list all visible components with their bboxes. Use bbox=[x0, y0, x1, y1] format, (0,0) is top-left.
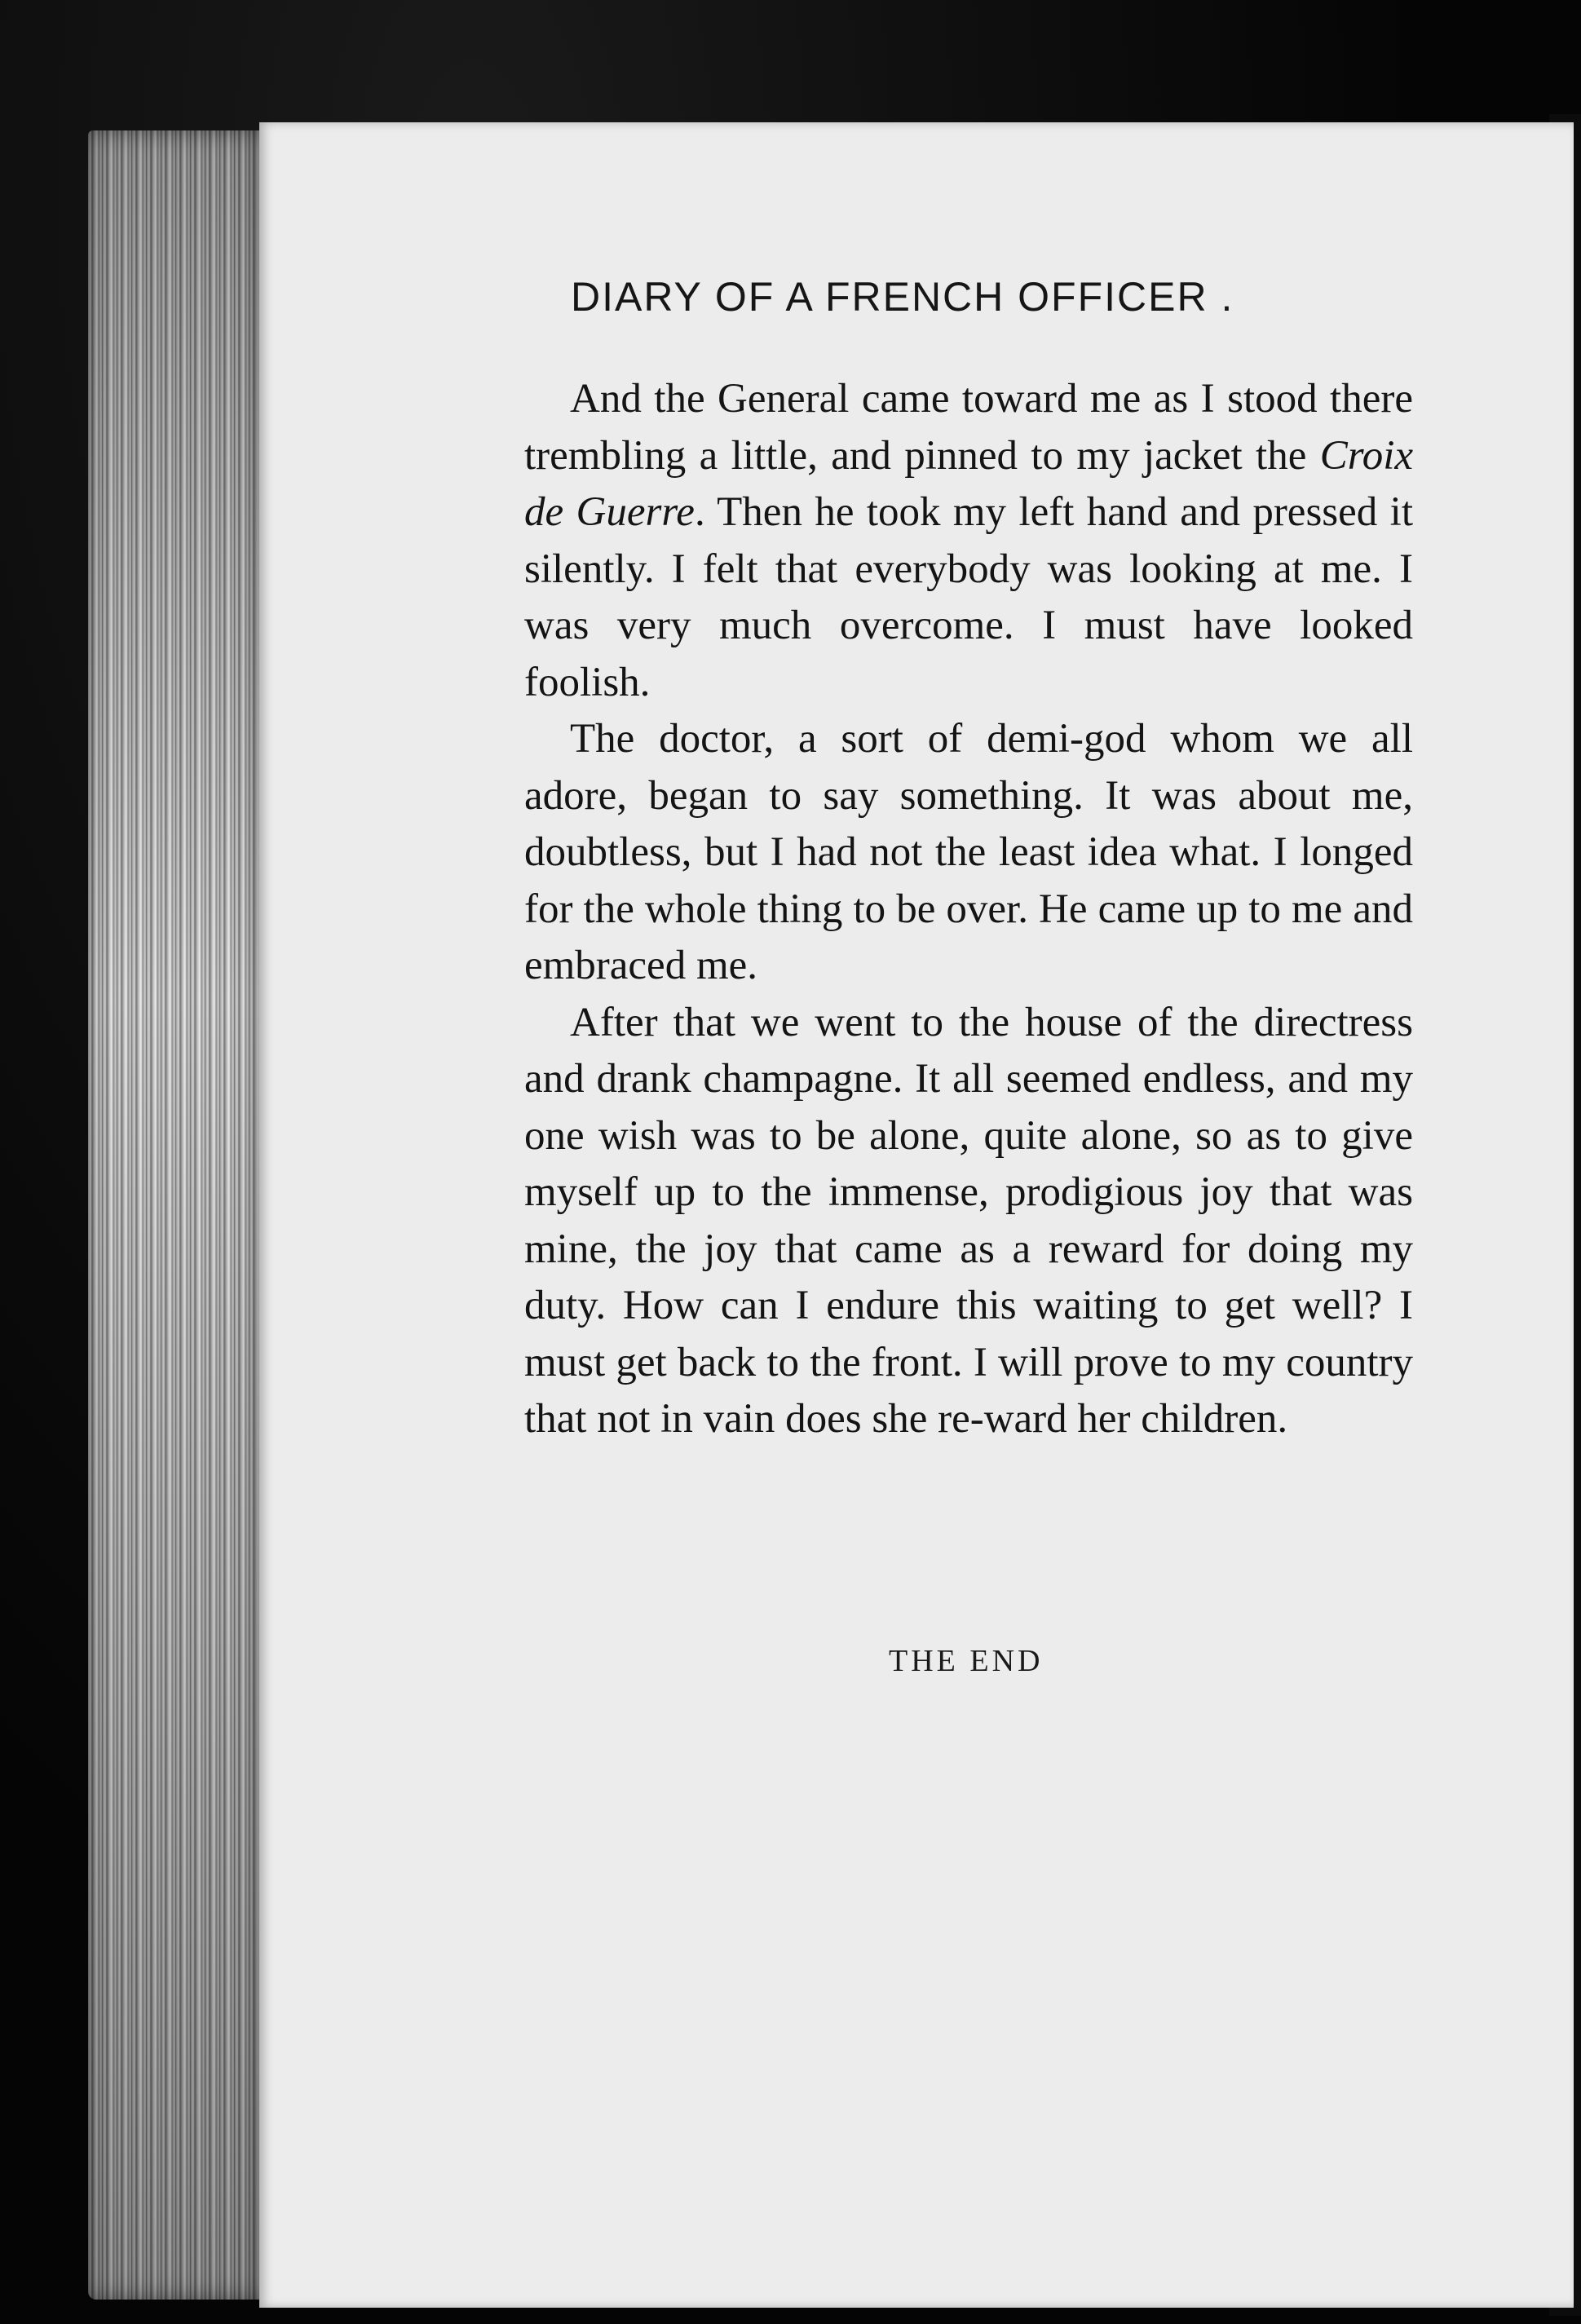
the-end-label: THE END bbox=[889, 1644, 1044, 1678]
book-page-edges bbox=[88, 130, 259, 2300]
running-head: DIARY OF A FRENCH OFFICER . bbox=[571, 274, 1234, 320]
paragraph-2: The doctor, a sort of demi-god whom we all adore, began to say something. It was about me, doubtless, but I had not the least idea what. I longed for the whole thing to be over. He came up to me and embraced me. bbox=[524, 716, 1413, 988]
paragraph-3: After that we went to the house of the directress and drank champagne. It all seemed endless, and my one wish was to be alone, quite alone, so as to give myself up to the immense, prodigious joy that was mine, the joy that came as a reward for doing my duty. How can I endure this waiting to get well? I must get back to the front. I will prove to my country that not in vain does she re-ward her children. bbox=[524, 999, 1413, 1442]
paragraph-1: And the General came toward me as I stood there trembling a little, and pinned to my jacket the Croix de Guerre. Then he took my left hand and pressed it silently. I felt that everybody was looking at me. I was very much overcome. I must have looked foolish. bbox=[524, 376, 1413, 705]
body-text bbox=[524, 371, 1413, 1448]
croix-de-guerre-italic: Croix de Guerre bbox=[524, 432, 1413, 535]
